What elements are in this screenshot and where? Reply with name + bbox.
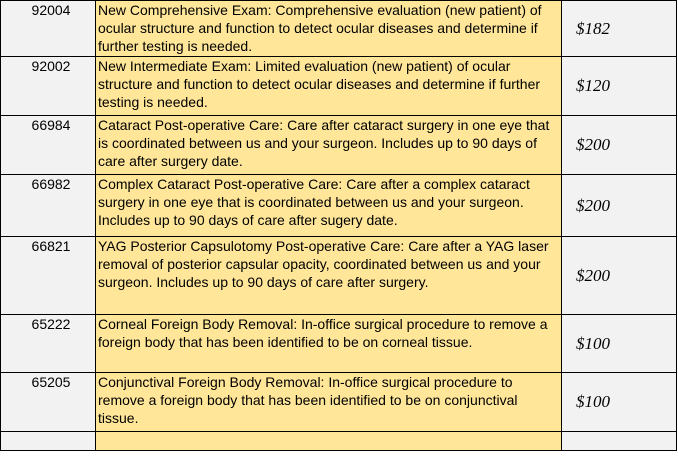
procedure-price: $200 [562,175,677,237]
table-row [1,57,677,116]
procedure-code: 65222 [1,315,96,373]
table-row [1,175,677,237]
procedure-price: $200 [562,116,677,175]
procedure-price: $120 [562,57,677,116]
table-row [1,116,677,175]
procedure-description: YAG Posterior Capsulotomy Post-operative Care: Care after a YAG laser removal of posterior capsular opacity, coordinated between us and your surgeon. Includes up to 90 days of care after surgery. [96,237,562,315]
table-row [1,1,677,57]
procedure-description: Complex Cataract Post-operative Care: Care after a complex cataract surgery in one eye that is coordinated between us and your surgeon. Includes up to 90 days of care after sugery date. [96,175,562,237]
procedure-code [1,432,96,451]
procedure-description [96,432,562,451]
procedure-code: 66821 [1,237,96,315]
procedure-description: New Intermediate Exam: Limited evaluation (new patient) of ocular structure and function to detect ocular diseases and determine if further testing is needed. [96,57,562,116]
table-row [1,315,677,373]
procedure-price: $100 [562,373,677,432]
procedure-description: Cataract Post-operative Care: Care after cataract surgery in one eye that is coordinated between us and your surgeon. Includes up to 90 days of care after surgery date. [96,116,562,175]
procedure-description: Conjunctival Foreign Body Removal: In-office surgical procedure to remove a foreign body that has been identified to be on conjunctival tissue. [96,373,562,432]
procedure-price: $182 [562,1,677,57]
procedure-code: 66982 [1,175,96,237]
procedure-description: Corneal Foreign Body Removal: In-office surgical procedure to remove a foreign body that has been identified to be on corneal tissue. [96,315,562,373]
procedure-code: 66984 [1,116,96,175]
procedure-code: 92002 [1,57,96,116]
procedure-price [562,432,677,451]
table-row [1,373,677,432]
procedure-price: $100 [562,315,677,373]
procedure-code: 92004 [1,1,96,57]
table-row-empty [1,432,677,451]
table-row [1,237,677,315]
procedure-code: 65205 [1,373,96,432]
procedure-description: New Comprehensive Exam: Comprehensive evaluation (new patient) of ocular structure and function to detect ocular diseases and determine if further testing is needed. [96,1,562,57]
procedure-price: $200 [562,237,677,315]
